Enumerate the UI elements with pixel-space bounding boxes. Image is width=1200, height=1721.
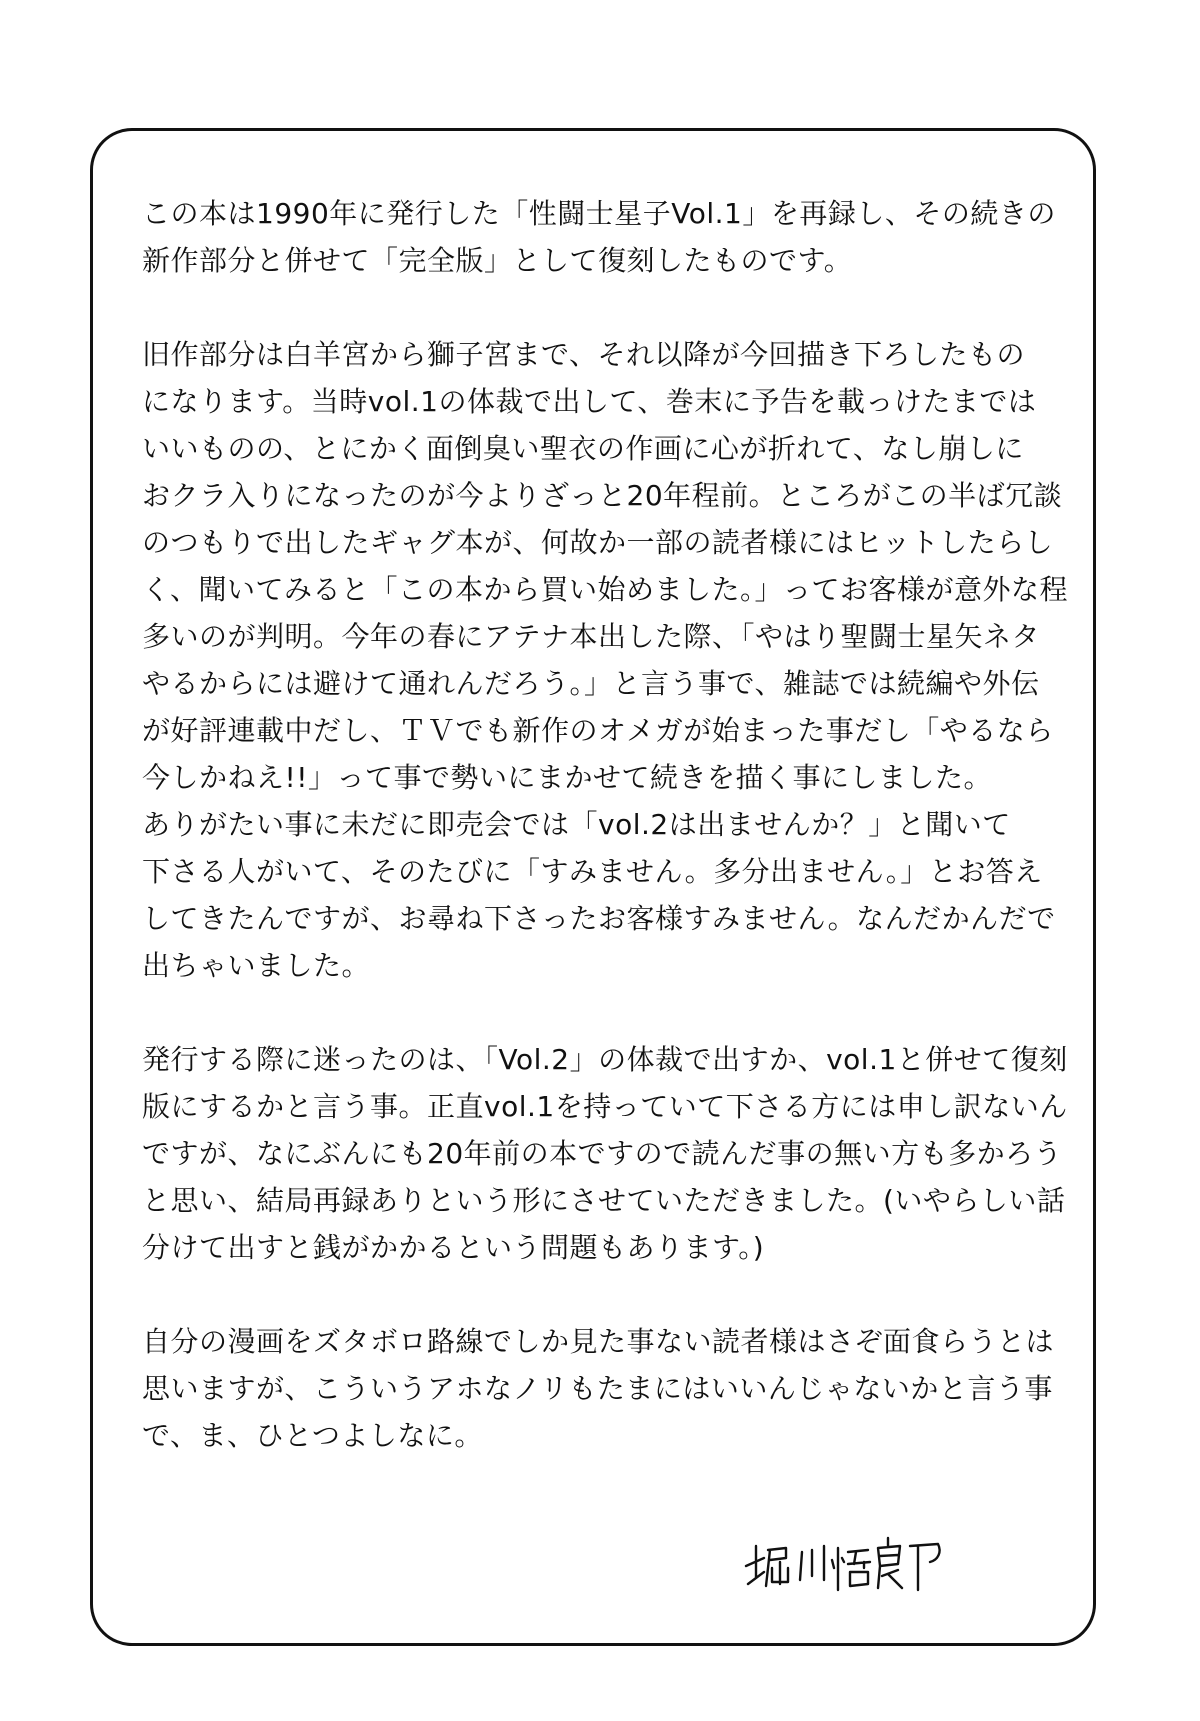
text-line: が好評連載中だし、ＴＶでも新作のオメガが始まった事だし「やるなら bbox=[142, 714, 1054, 747]
text-line: で、ま、ひとつよしなに。 bbox=[142, 1419, 483, 1452]
paragraph bbox=[142, 1318, 1072, 1459]
text-line: 旧作部分は白羊宮から獅子宮まで、それ以降が今回描き下ろしたもの bbox=[142, 338, 1025, 371]
text-line: ありがたい事に未だに即売会では「vol.2は出ませんか？」と聞いて bbox=[142, 808, 1011, 841]
text-line: してきたんですが、お尋ね下さったお客様すみません。なんだかんだで bbox=[142, 902, 1056, 935]
text-line: 版にするかと言う事。正直vol.1を持っていて下さる方には申し訳ないん bbox=[142, 1090, 1068, 1123]
text-line: 分けて出すと銭がかかるという問題もあります。) bbox=[142, 1231, 765, 1264]
text-line: 新作部分と併せて「完全版」として復刻したものです。 bbox=[142, 244, 853, 277]
paragraph bbox=[142, 190, 1072, 284]
afterword-text bbox=[142, 190, 1072, 1506]
text-line: 下さる人がいて、そのたびに「すみません。多分出ません。」とお答え bbox=[142, 855, 1043, 888]
text-line: と思い、結局再録ありという形にさせていただきました。(いやらしい話 bbox=[142, 1184, 1066, 1217]
text-line: 今しかねえ!!」って事で勢いにまかせて続きを描く事にしました。 bbox=[142, 761, 992, 794]
text-line: く、聞いてみると「この本から買い始めました。」ってお客様が意外な程 bbox=[142, 573, 1068, 606]
text-line: おクラ入りになったのが今よりざっと20年程前。ところがこの半ば冗談 bbox=[142, 479, 1063, 512]
text-line: のつもりで出したギャグ本が、何故か一部の読者様にはヒットしたらし bbox=[142, 526, 1054, 559]
text-line: 発行する際に迷ったのは、「Vol.2」の体裁で出すか、vol.1と併せて復刻 bbox=[142, 1043, 1068, 1076]
text-line: この本は1990年に発行した「性闘士星子Vol.1」を再録し、その続きの bbox=[142, 197, 1056, 230]
text-line: やるからには避けて通れんだろう。」と言う事で、雑誌では続編や外伝 bbox=[142, 667, 1040, 700]
text-line: になります。当時vol.1の体裁で出して、巻末に予告を載っけたまでは bbox=[142, 385, 1037, 418]
text-line: ですが、なにぶんにも20年前の本ですので読んだ事の無い方も多かろう bbox=[142, 1137, 1063, 1170]
text-line: 思いますが、こういうアホなノリもたまにはいいんじゃないかと言う事 bbox=[142, 1372, 1053, 1405]
paragraph bbox=[142, 1036, 1072, 1271]
text-line: いいものの、とにかく面倒臭い聖衣の作画に心が折れて、なし崩しに bbox=[142, 432, 1024, 465]
paragraph bbox=[142, 331, 1072, 989]
text-line: 自分の漫画をズタボロ路線でしか見た事ない読者様はさぞ面食らうとは bbox=[142, 1325, 1055, 1358]
text-line: 出ちゃいました。 bbox=[142, 949, 371, 982]
handwritten-signature bbox=[742, 1528, 972, 1598]
text-line: 多いのが判明。今年の春にアテナ本出した際、「やはり聖闘士星矢ネタ bbox=[142, 620, 1041, 653]
